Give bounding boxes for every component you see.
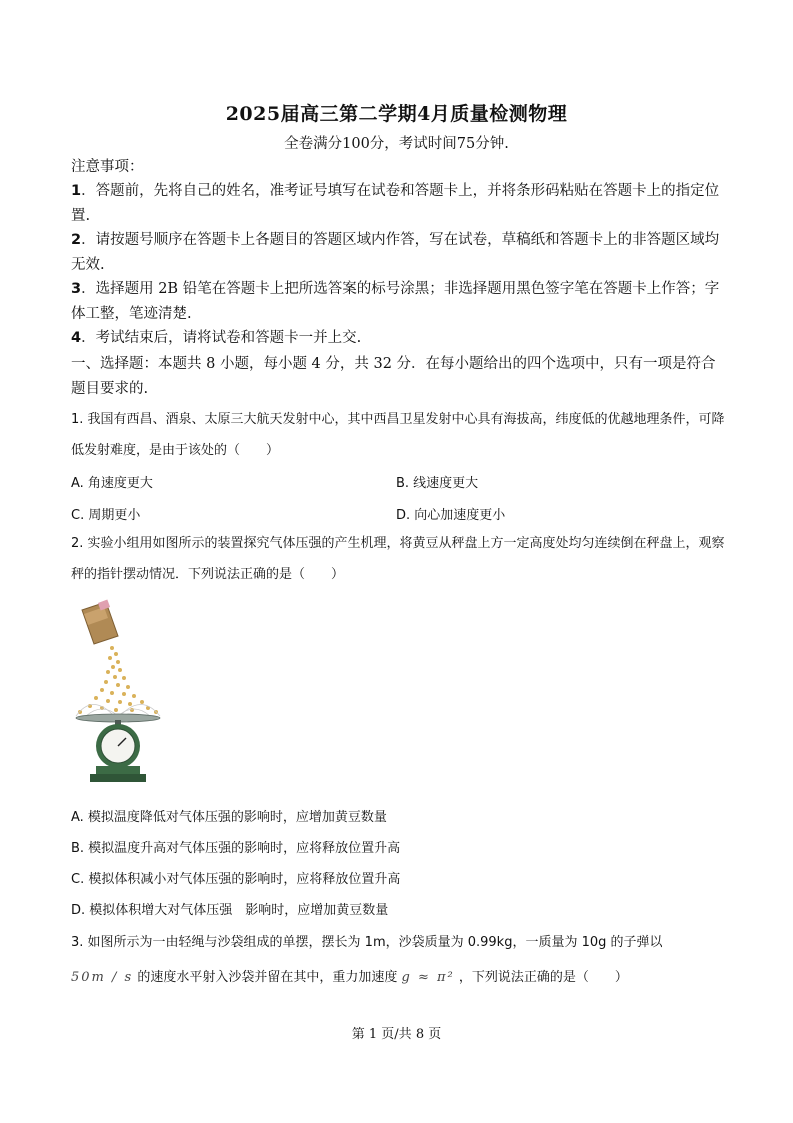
gravity-formula: g ≈ π² [401,970,455,985]
question-2-stem: 2. 实验小组用如图所示的装置探究气体压强的产生机理，将黄豆从秤盘上方一定高度处均匀连续倒在秤盘上，观察秤的指针摆动情况．下列说法正确的是（ ） [71,536,725,582]
page-number: 第 1 页/共 8 页 [351,1027,442,1042]
exam-title: 2025届高三第二学期4月质量检测物理 [225,103,568,125]
question-2-option-a[interactable]: A. 模拟温度降低对气体压强的影响时，应增加黄豆数量 [71,810,387,825]
beans-icon [78,646,158,714]
notice-heading: 注意事项： [71,159,144,175]
cup-icon [82,600,118,644]
question-1-stem: 1. 我国有西昌、酒泉、太原三大航天发射中心，其中西昌卫星发射中心具有海拔高，纬度低的优越地理条件，可降低发射难度，是由于该处的（ ） [71,412,725,458]
notice-item-2: 2．请按题号顺序在答题卡上各题目的答题区域内作答，写在试卷，草稿纸和答题卡上的非答题区域均无效. [71,232,720,273]
question-3-stem-line2: 50m / s 的速度水平射入沙袋并留在其中，重力加速度 g ≈ π² ，下列说法正确的是（ ） [71,970,628,985]
question-1-option-b[interactable]: B. 线速度更大 [396,476,479,491]
notice-item-3: 3．选择题用 2B 铅笔在答题卡上把所选答案的标号涂黑；非选择题用黑色签字笔在答题卡上作答；字体工整，笔迹清楚. [71,281,720,322]
question-2-option-d[interactable]: D. 模拟体积增大对气体压强 影响时，应增加黄豆数量 [71,903,389,918]
section-heading: 一、选择题：本题共 8 小题，每小题 4 分，共 32 分．在每小题给出的四个选项中，只有一项是符合题目要求的. [71,356,716,397]
question-2-option-c[interactable]: C. 模拟体积减小对气体压强的影响时，应将释放位置升高 [71,872,401,887]
bean-scale-figure [72,598,164,790]
notice-item-1: 1．答题前，先将自己的姓名，准考证号填写在试卷和答题卡上，并将条形码粘贴在答题卡上的指定位置. [71,183,720,224]
question-2-option-b[interactable]: B. 模拟温度升高对气体压强的影响时，应将释放位置升高 [71,841,401,856]
question-1-option-d[interactable]: D. 向心加速度更小 [396,508,506,523]
question-3-stem-line1: 3. 如图所示为一由轻绳与沙袋组成的单摆，摆长为 1m，沙袋质量为 0.99kg，一质量为 10g 的子弹以 [71,935,663,950]
question-1-option-a[interactable]: A. 角速度更大 [71,476,153,491]
scale-icon [76,714,160,782]
notice-list [71,179,726,351]
velocity-formula: 50m / s [71,970,134,985]
question-1-option-c[interactable]: C. 周期更小 [71,508,141,523]
notice-item-4: 4．考试结束后，请将试卷和答题卡一并上交. [71,330,362,346]
exam-subtitle: 全卷满分100分，考试时间75分钟. [284,136,509,152]
